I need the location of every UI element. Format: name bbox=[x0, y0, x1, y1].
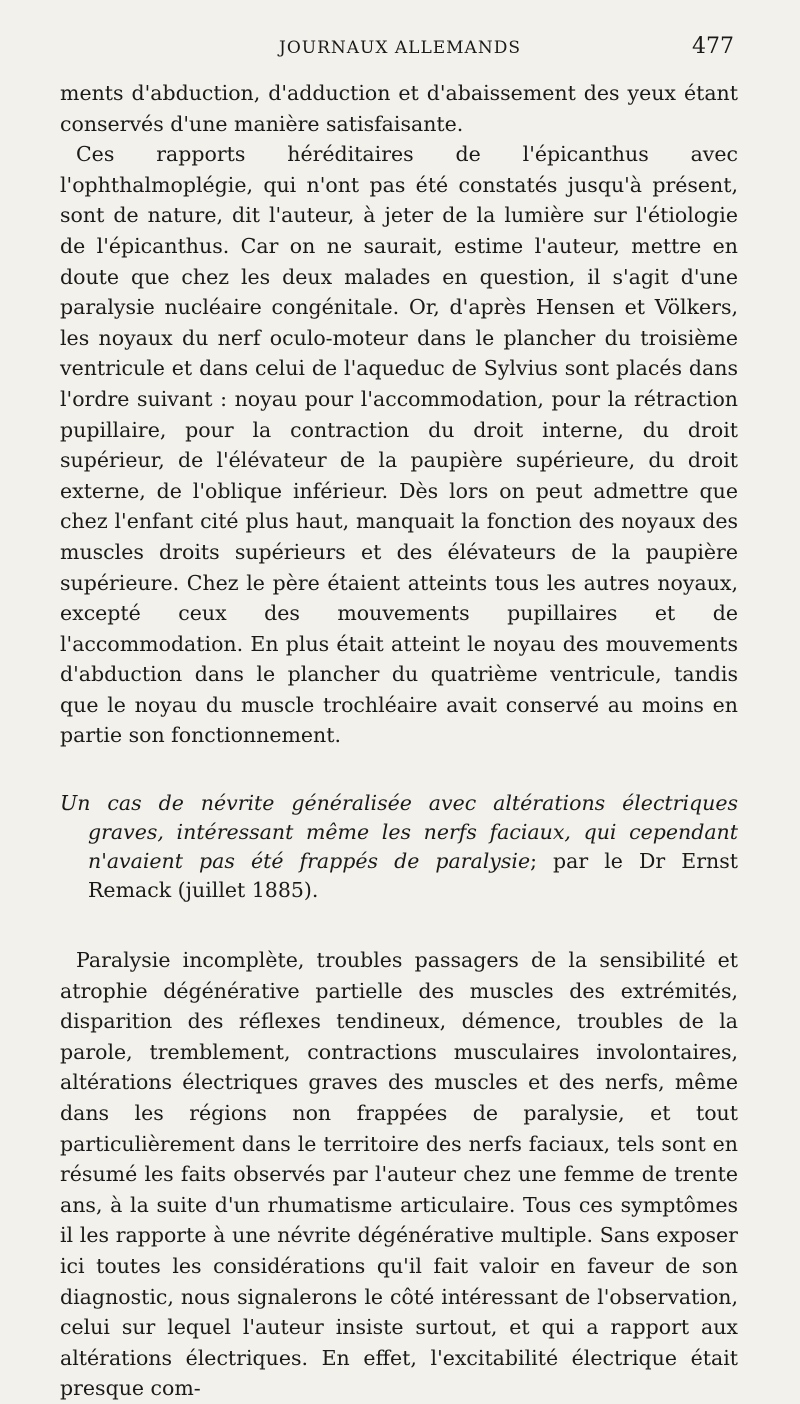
running-title: JOURNAUX ALLEMANDS bbox=[279, 38, 521, 58]
article-title: Un cas de névrite généralisée avec altérations électriques graves, intéressant même les nerfs faciaux, qui cependant n'avaient pas été frappés de paralysie bbox=[60, 791, 738, 874]
page-header bbox=[60, 34, 740, 64]
page-number: 477 bbox=[692, 34, 734, 59]
body-text bbox=[60, 78, 738, 1404]
article-citation bbox=[60, 789, 738, 905]
paragraph-continuation: ments d'abduction, d'adduction et d'abaissement des yeux étant conservés d'une manière satisfaisante. bbox=[60, 81, 738, 136]
article-author-date: ; par le Dr Ernst Remack (juillet 1885). bbox=[88, 849, 738, 903]
paragraph-epicanthus: Ces rapports héréditaires de l'épicanthus avec l'ophthalmoplégie, qui n'ont pas été constatés jusqu'à présent, sont de nature, dit l'auteur, à jeter de la lumière sur l'étiologie de l'épicanthus. Car on ne saurait, estime l'auteur, mettre en doute que chez les deux malades en question, il s'agit d'une paralysie nucléaire congénitale. Or, d'après Hensen et Völkers, les noyaux du nerf oculo-moteur dans le plancher du troisième ventricule et dans celui de l'aqueduc de Sylvius sont placés dans l'ordre suivant : noyau pour l'accommodation, pour la rétraction pupillaire, pour la contraction du droit interne, du droit supérieur, de l'élévateur de la paupière supérieure, du droit externe, de l'oblique inférieur. Dès lors on peut admettre que chez l'enfant cité plus haut, manquait la fonction des noyaux des muscles droits supérieurs et des élévateurs de la paupière supérieure. Chez le père étaient atteints tous les autres noyaux, excepté ceux des mouvements pupillaires et de l'accommodation. En plus était atteint le noyau des mouvements d'abduction dans le plancher du quatrième ventricule, tandis que le noyau du muscle trochléaire avait conservé au moins en partie son fonctionnement. bbox=[60, 142, 738, 748]
paragraph-nevrite: Paralysie incomplète, troubles passagers de la sensibilité et atrophie dégénérative partielle des muscles des extrémités, disparition des réflexes tendineux, démence, troubles de la parole, tremblement, contractions musculaires involontaires, altérations électriques graves des muscles et des nerfs, même dans les régions non frappées de paralysie, et tout particulièrement dans le territoire des nerfs faciaux, tels sont en résumé les faits observés par l'auteur chez une femme de trente ans, à la suite d'un rhumatisme articulaire. Tous ces symptômes il les rapporte à une névrite dégénérative multiple. Sans exposer ici toutes les considérations qu'il fait valoir en faveur de son diagnostic, nous signalerons le côté intéressant de l'observation, celui sur lequel l'auteur insiste surtout, et qui a rapport aux altérations électriques. En effet, l'excitabilité électrique était presque com- bbox=[60, 948, 738, 1401]
